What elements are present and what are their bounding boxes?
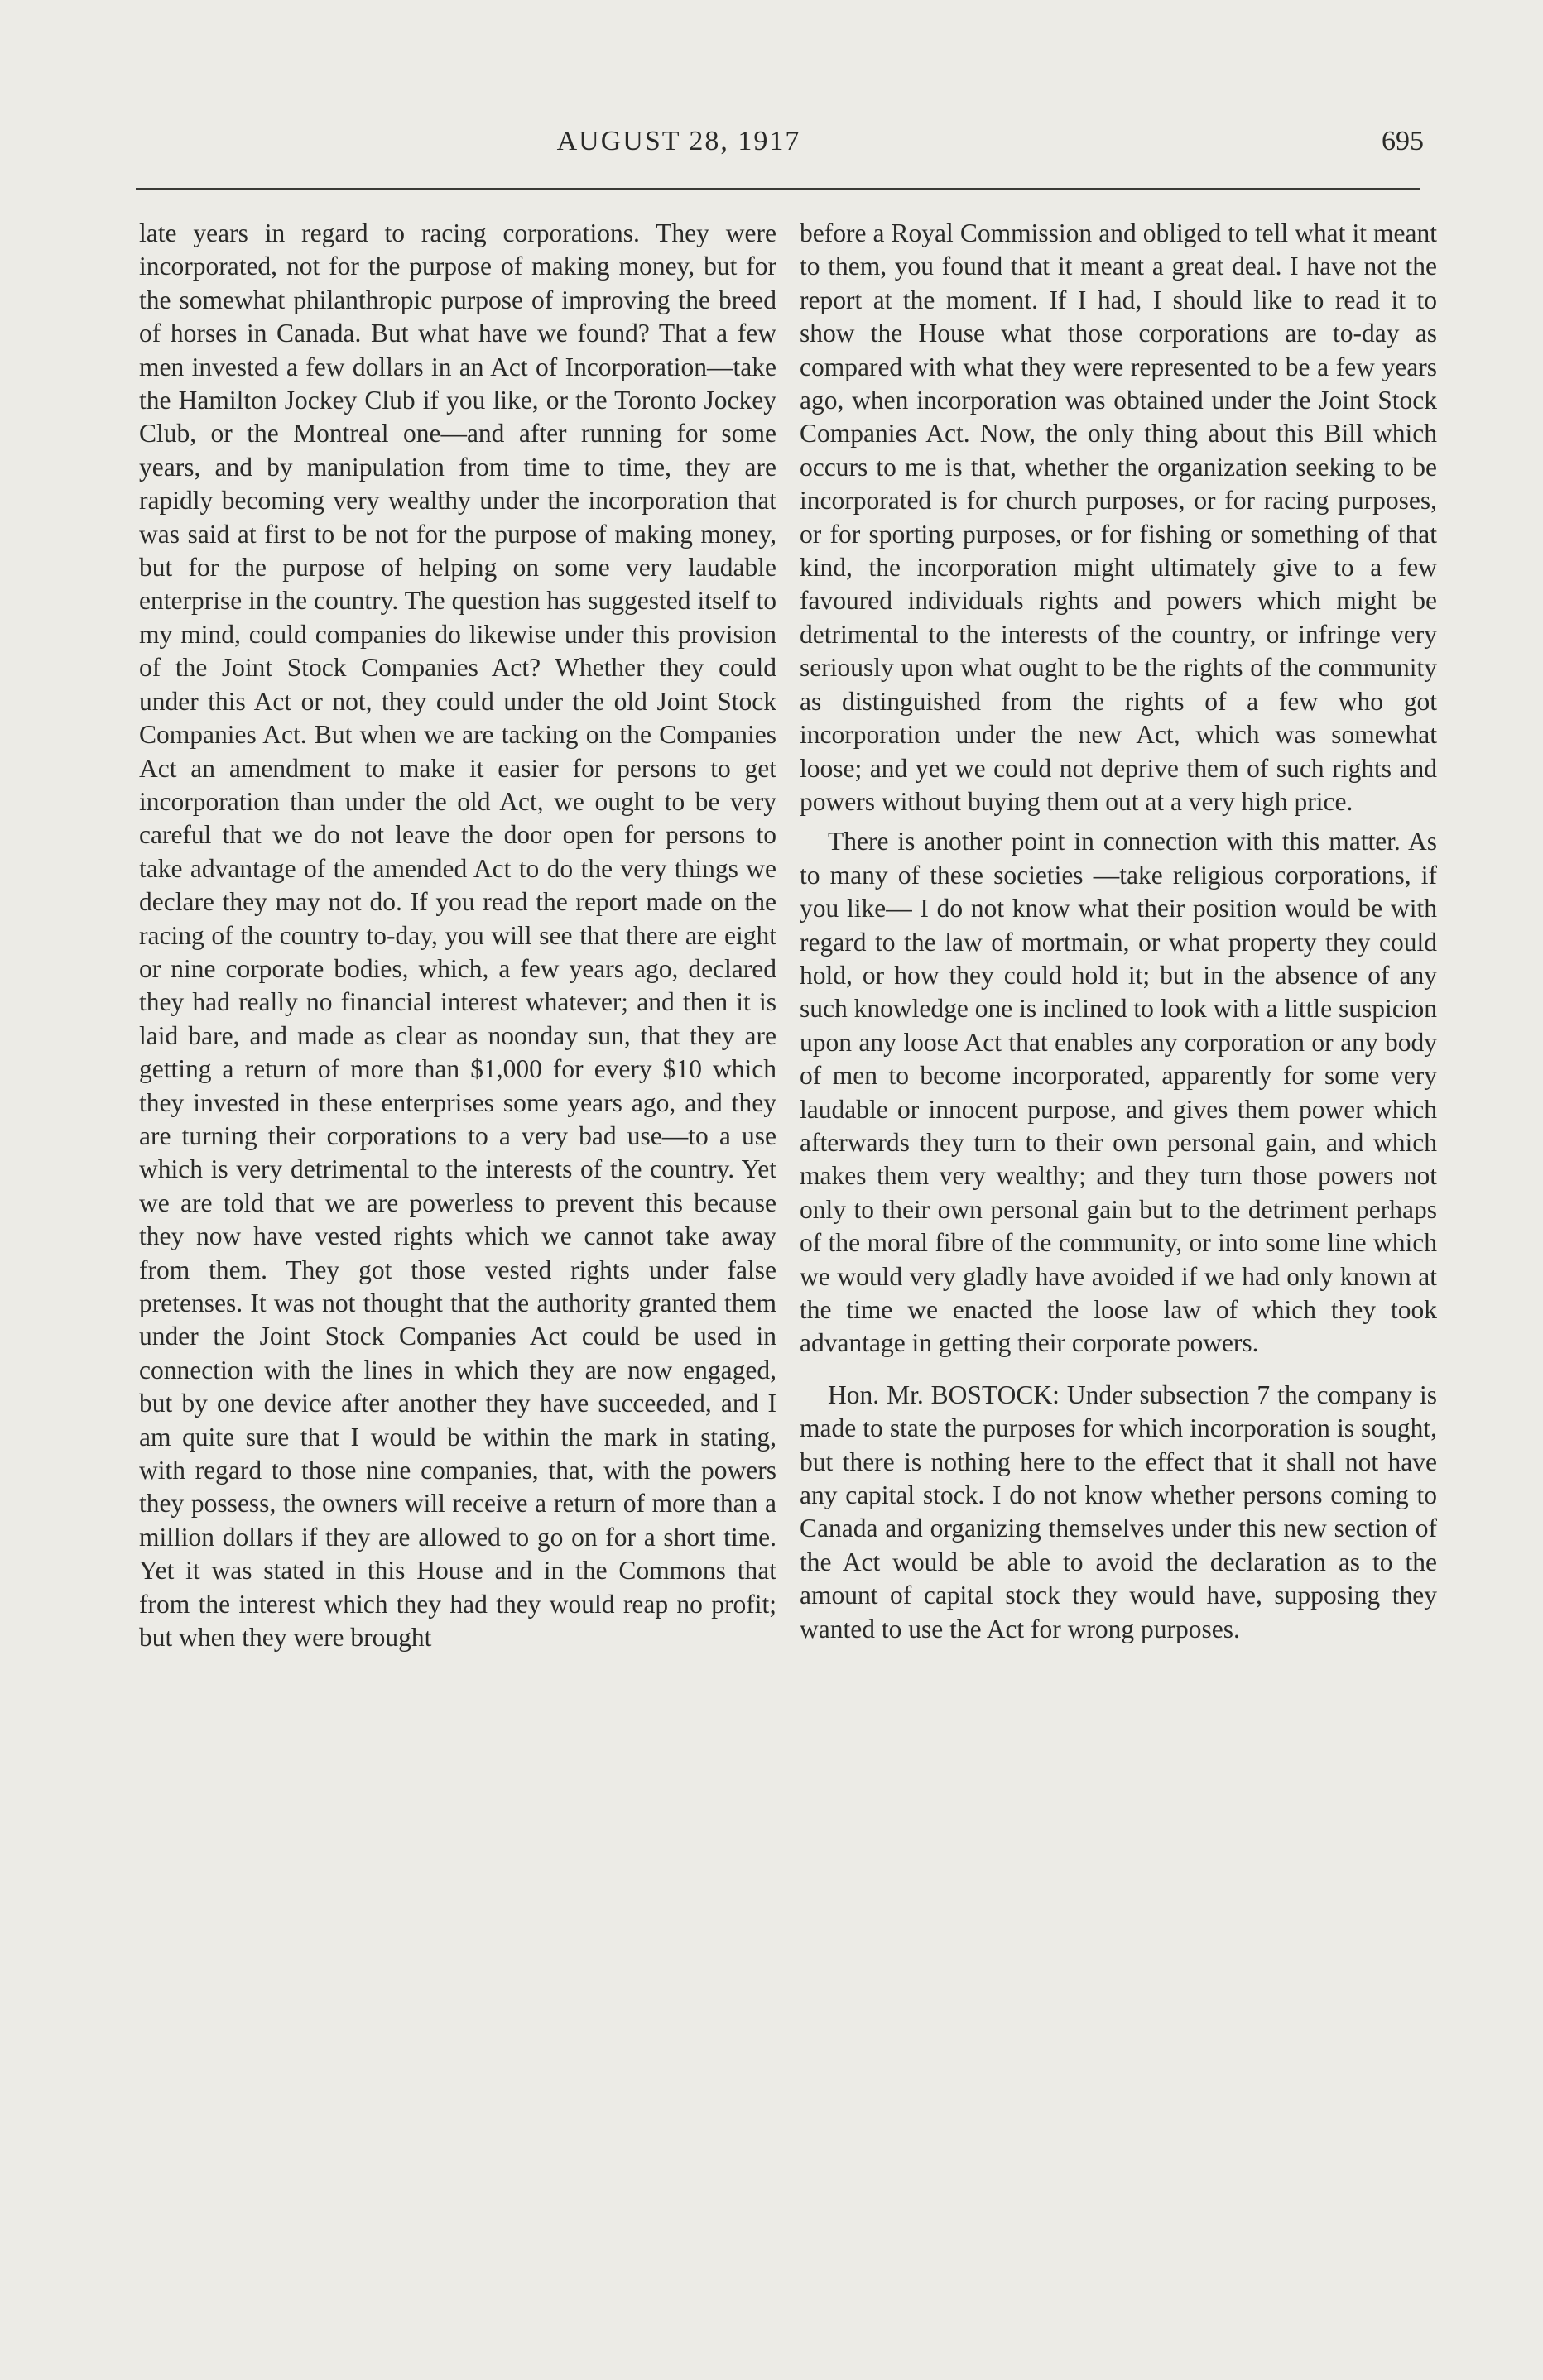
page-header [0,0,1543,190]
running-title: AUGUST 28, 1917 [556,126,801,156]
speech-text: Under subsection 7 the company is made to state the purposes for which incorporation is sought, but there is nothing here to the effect that it shall not have any capital stock. I do not know whether persons coming to Canada and organizing themselves under this new section of the Act would be able to avoid the declaration as to the amount of capital stock they would have, supposing they wanted to use the Act for wrong purposes. [800,1380,1437,1643]
left-column [139,217,776,1654]
right-paragraph-2: There is another point in connection with this matter. As to many of these societies —take religious corporations, if you like— I do not know what their position would be with regard to the law of mortmain, or what property they could hold, or how they could hold it; but in the absence of any such knowledge one is inclined to look with a little suspicion upon any loose Act that enables any corporation or any body of men to become incorporated, apparently for some very laudable or innocent purpose, and gives them power which afterwards they turn to their own personal gain, and which makes them very wealthy; and they turn those powers not only to their own personal gain but to the detriment perhaps of the moral fibre of the community, or into some line which we would very gladly have avoided if we had only known at the time we enacted the loose law of which they took advantage in getting their corporate powers. [800,827,1437,1358]
right-column [800,217,1437,1646]
speech-bostock [800,1379,1437,1646]
page-number: 695 [1382,126,1424,156]
header-rule [136,188,1420,190]
left-paragraph-1: late years in regard to racing corporations. They were incorporated, not for the purpose of making money, but for the somewhat philanthropic purpose of improving the breed of horses in Canada. But what have we found? That a few men invested a few dollars in an Act of Incorporation—take the Hamilton Jockey Club if you like, or the Toronto Jockey Club, or the Montreal one—and after running for some years, and by manipulation from time to time, they are rapidly becoming very wealthy under the incorporation that was said at first to be not for the purpose of making money, but for the purpose of helping on some very laudable enterprise in the country. The question has suggested itself to my mind, could companies do likewise under this provision of the Joint Stock Companies Act? Whether they could under this Act or not, they could under the old Joint Stock Companies Act. But when we are tacking on the Companies Act an amendment to make it easier for persons to get incorporation than under the old Act, we ought to be very careful that we do not leave the door open for persons to take advantage of the amended Act to do the very things we declare they may not do. If you read the report made on the racing of the country to-day, you will see that there are eight or nine corporate bodies, which, a few years ago, declared they had really no financial interest whatever; and then it is laid bare, and made as clear as noonday sun, that they are getting a return of more than $1,000 for every $10 which they invested in these enterprises some years ago, and they are turning their corporations to a very bad use—to a use which is very detrimental to the interests of the country. Yet we are told that we are powerless to prevent this because they now have vested rights which we cannot take away from them. They got those vested rights under false pretenses. It was not thought that the authority granted them under the Joint Stock Companies Act could be used in connection with the lines in which they are now engaged, but by one device after another they have succeeded, and I am quite sure that I would be within the mark in stating, with regard to those nine companies, that, with the powers they possess, the owners will receive a return of more than a million dollars if they are allowed to go on for a short time. Yet it was stated in this House and in the Commons that from the interest which they had they would reap no profit; but when they were brought [139,218,776,1653]
right-paragraph-1: before a Royal Commission and obliged to tell what it meant to them, you found that it meant a great deal. I have not the report at the moment. If I had, I should like to read it to show the House what those corporations are to-day as compared with what they were represented to be a few years ago, when incorporation was obtained under the Joint Stock Companies Act. Now, the only thing about this Bill which occurs to me is that, whether the organization seeking to be incorporated is for church purposes, or for racing purposes, or for sporting purposes, or for fishing or something of that kind, the incorporation might ultimately give to a few favoured individuals rights and powers which might be detrimental to the interests of the country, or infringe very seriously upon what ought to be the rights of the community as distinguished from the rights of a few who got incorporation under the new Act, which was somewhat loose; and yet we could not deprive them of such rights and powers without buying them out at a very high price. [800,218,1437,816]
speaker-name: Hon. Mr. BOSTOCK: [828,1380,1060,1409]
